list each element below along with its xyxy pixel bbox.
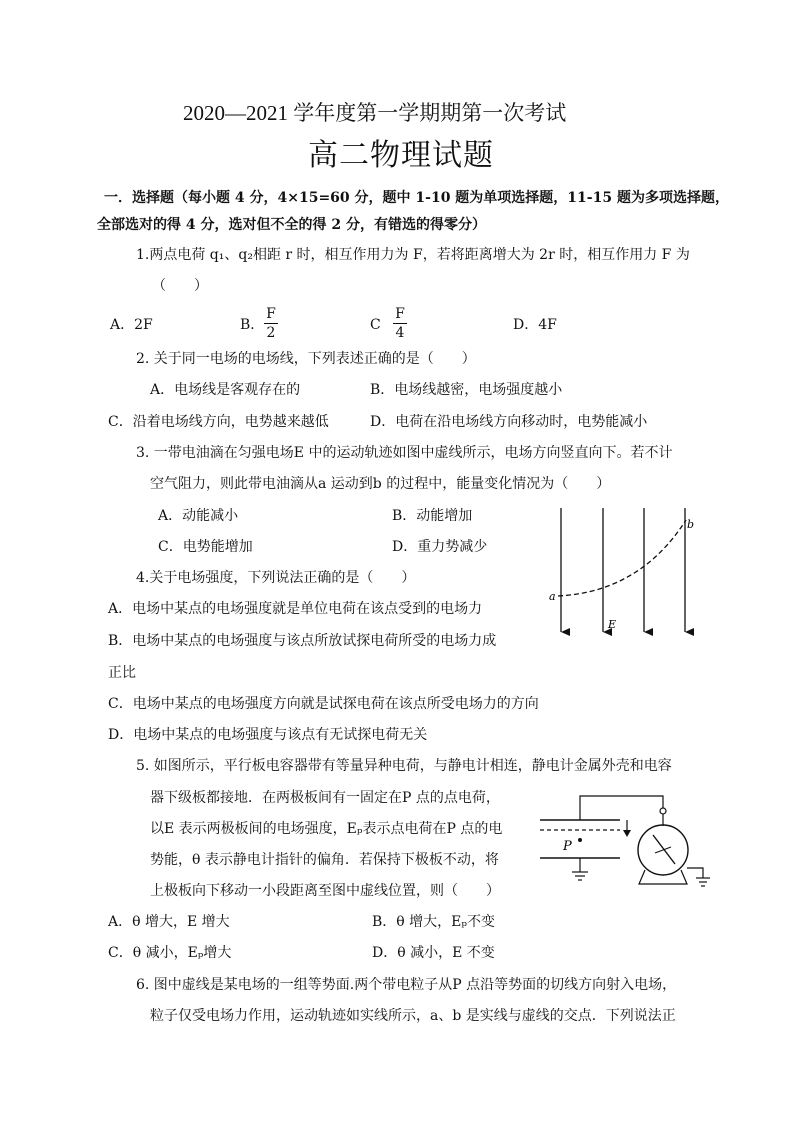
q2-stem: 2. 关于同一电场的电场线，下列表述正确的是（ ） xyxy=(136,351,476,367)
q5-stem-3: 以E 表示两极板间的电场强度，Eₚ表示点电荷在P 点的电 xyxy=(150,821,503,837)
q1-option-b-denominator: 2 xyxy=(266,325,276,341)
q1-option-b-label: B． xyxy=(240,317,265,333)
q5-option-b: B．θ 增大，Eₚ不变 xyxy=(372,914,495,930)
q1-option-c-label: C xyxy=(370,317,381,333)
q1-option-b-numerator: F xyxy=(266,306,276,322)
q6-stem: 6. 图中虚线是某电场的一组等势面.两个带电粒子从P 点沿等势面的切线方向射入电场， xyxy=(136,977,677,993)
q1-option-c-numerator: F xyxy=(395,306,405,322)
q6-stem-cont: 粒子仅受电场力作用，运动轨迹如实线所示，a、b 是实线与虚线的交点．下列说法正 xyxy=(150,1008,676,1024)
q5-stem: 5. 如图所示，平行板电容器带有等量异种电荷，与静电计相连，静电计金属外壳和电容 xyxy=(136,758,672,774)
electroscope-knob xyxy=(660,808,666,814)
q2-option-d: D．电荷在沿电场线方向移动时，电势能减小 xyxy=(370,414,648,430)
point-charge xyxy=(578,838,582,842)
q5-stem-2: 器下级板都接地．在两极板间有一固定在P 点的点电荷， xyxy=(150,790,500,806)
q4-option-b: B．电场中某点的电场强度与该点所放试探电荷所受的电场力成 xyxy=(108,633,497,649)
section-heading-cont: 全部选对的得 4 分，选对但不全的得 2 分，有错选的得零分） xyxy=(97,217,486,233)
q5-option-d: D．θ 减小，E 不变 xyxy=(372,945,495,961)
q3-stem: 3. 一带电油滴在匀强电场E 中的运动轨迹如图中虚线所示，电场方向竖直向下。若不计 xyxy=(136,445,673,461)
electroscope-base xyxy=(639,870,687,884)
label-a: a xyxy=(549,590,556,603)
q5-option-a: A．θ 增大，E 增大 xyxy=(108,914,230,930)
q1-option-d: D．4F xyxy=(513,317,557,333)
trajectory-dashed xyxy=(558,520,686,596)
q5-option-c: C．θ 减小，Eₚ增大 xyxy=(108,945,232,961)
label-p: P xyxy=(563,839,572,854)
q1-paren: （ ） xyxy=(152,278,208,294)
q3-option-b: B．动能增加 xyxy=(392,508,473,524)
q1-stem: 1.两点电荷 q₁、q₂相距 r 时，相互作用力为 F，若将距离增大为 2r 时，相互作用力 F 为 xyxy=(136,247,690,263)
label-e: E xyxy=(608,618,617,631)
q4-option-d: D．电场中某点的电场强度与该点有无试探电荷无关 xyxy=(108,727,428,743)
q4-option-c: C．电场中某点的电场强度方向就是试探电荷在该点所受电场力的方向 xyxy=(108,696,539,712)
q5-figure xyxy=(535,790,715,900)
q5-stem-4: 势能，θ 表示静电计指针的偏角．若保持下极板不动，将 xyxy=(150,852,499,868)
section-heading: 一．选择题（每小题 4 分，4×15=60 分，题中 1-10 题为单项选择题，11-15 题为多项选择题， xyxy=(104,190,729,206)
q3-option-c: C．电势能增加 xyxy=(158,539,253,555)
q2-option-a: A．电场线是客观存在的 xyxy=(150,382,301,398)
q5-stem-5: 上极板向下移动一小段距离至图中虚线位置，则（ ） xyxy=(150,883,500,899)
q1-option-b-fraction xyxy=(264,305,278,342)
q4-stem: 4.关于电场强度，下列说法正确的是（ ） xyxy=(136,570,416,586)
q2-option-c: C．沿着电场线方向，电势越来越低 xyxy=(108,414,329,430)
q3-option-d: D．重力势减少 xyxy=(392,539,488,555)
exam-subtitle: 高二物理试题 xyxy=(308,138,494,173)
q2-option-b: B．电场线越密，电场强度越小 xyxy=(370,382,563,398)
q1-option-c-fraction xyxy=(393,305,407,342)
q1-option-c-denominator: 4 xyxy=(395,325,405,341)
q3-option-a: A．动能减小 xyxy=(158,508,239,524)
q4-option-a: A．电场中某点的电场强度就是单位电荷在该点受到的电场力 xyxy=(108,601,483,617)
q4-option-b-cont: 正比 xyxy=(108,665,136,681)
q3-figure xyxy=(540,500,710,640)
q3-stem-cont: 空气阻力，则此带电油滴从a 运动到b 的过程中，能量变化情况为（ ） xyxy=(150,476,611,492)
q1-option-a: A．2F xyxy=(110,317,153,333)
exam-title: 2020—2021 学年度第一学期期第一次考试 xyxy=(183,101,567,125)
label-b: b xyxy=(687,518,695,531)
connection-wire xyxy=(580,796,663,820)
